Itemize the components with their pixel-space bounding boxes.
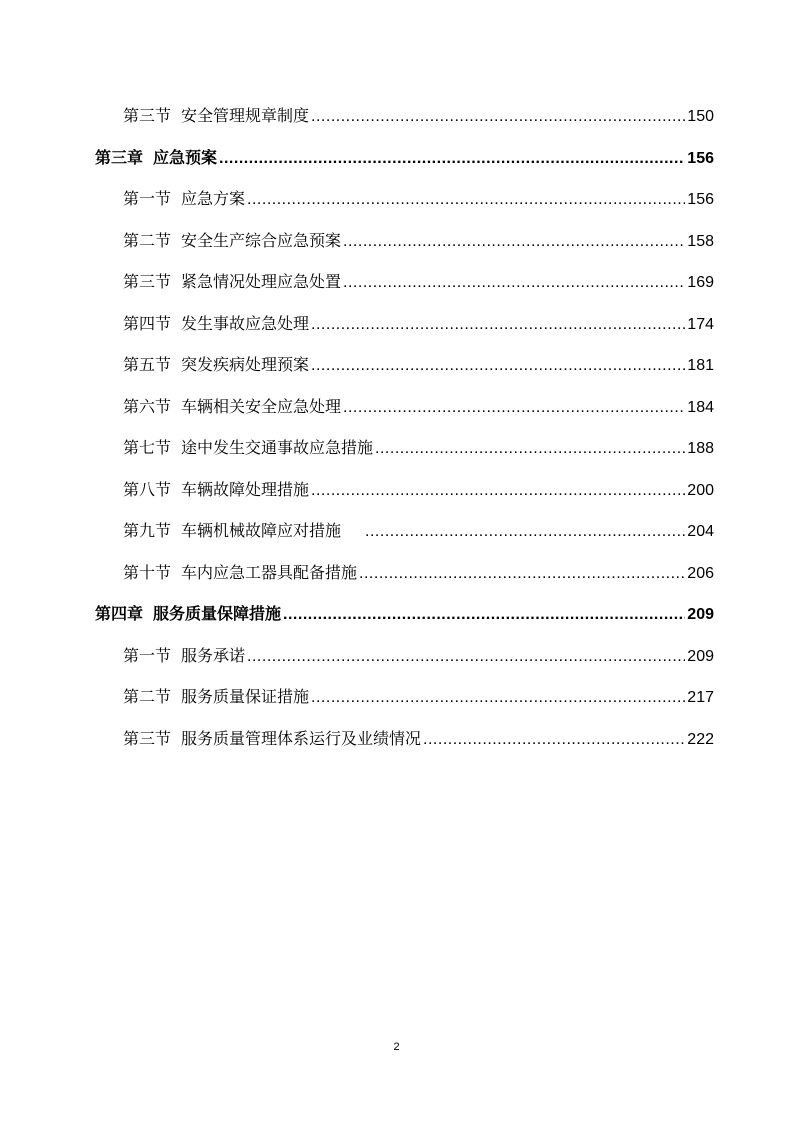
- toc-entry-page: 188: [687, 440, 714, 457]
- toc-entry[interactable]: [95, 392, 714, 434]
- toc-entry-title: 发生事故应急处理: [181, 313, 310, 333]
- toc-dot-leader: [359, 559, 685, 589]
- toc-entry-title: 安全生产综合应急预案: [181, 230, 342, 250]
- toc-dot-leader: [311, 683, 685, 713]
- toc-entry[interactable]: [95, 558, 714, 600]
- toc-entry[interactable]: [95, 101, 714, 143]
- toc-dot-leader: [343, 393, 685, 423]
- toc-entry-title: 服务质量管理体系运行及业绩情况: [181, 728, 422, 748]
- toc-dot-leader: [311, 310, 685, 340]
- toc-entry[interactable]: [95, 309, 714, 351]
- toc-chapter-title: 服务质量保障措施: [153, 604, 282, 623]
- toc-entry-page: 158: [687, 232, 714, 250]
- toc-dot-leader: [311, 102, 685, 132]
- toc-entry-page: 169: [687, 274, 714, 291]
- toc-entry-page: 150: [687, 108, 714, 125]
- toc-chapter-entry[interactable]: [95, 143, 714, 185]
- toc-entry-number: 第二节: [123, 687, 172, 706]
- toc-entry-number: 第三节: [123, 272, 172, 291]
- toc-chapter-page: 209: [687, 606, 714, 623]
- toc-entry-page: 204: [687, 523, 714, 540]
- toc-dot-leader: [343, 227, 685, 257]
- toc-entry-title: 服务承诺: [181, 645, 246, 665]
- toc-entry-number: 第二节: [123, 230, 172, 250]
- toc-entry-number: 第九节: [123, 521, 172, 540]
- toc-entry-page: 156: [687, 191, 714, 208]
- toc-entry-title: 车辆机械故障应对措施: [181, 521, 342, 540]
- toc-dot-leader: [375, 434, 685, 464]
- toc-chapter-number: 第四章: [95, 604, 144, 623]
- toc-entry[interactable]: [95, 682, 714, 724]
- toc-entry-title: 应急方案: [181, 189, 246, 208]
- toc-entry[interactable]: [95, 641, 714, 683]
- toc-dot-leader: [283, 600, 685, 630]
- toc-entry[interactable]: [95, 433, 714, 475]
- toc-entry-number: 第三节: [123, 728, 172, 748]
- toc-entry-title: 车内应急工器具配备措施: [181, 562, 358, 582]
- toc-entry-number: 第四节: [123, 313, 172, 333]
- toc-entry-title: 突发疾病处理预案: [181, 355, 310, 374]
- toc-entry-page: 184: [687, 398, 714, 416]
- toc-entry-page: 200: [687, 481, 714, 499]
- toc-entry-title: 服务质量保证措施: [181, 687, 310, 706]
- toc-entry[interactable]: [95, 724, 714, 766]
- toc-chapter-title: 应急预案: [153, 147, 218, 167]
- toc-entry-number: 第五节: [123, 355, 172, 374]
- table-of-contents: [95, 101, 714, 765]
- toc-dot-leader: [423, 725, 685, 755]
- toc-chapter-entry[interactable]: [95, 599, 714, 641]
- toc-entry-title: 途中发生交通事故应急措施: [181, 438, 374, 457]
- page-number: 2: [393, 1041, 400, 1053]
- toc-entry-number: 第一节: [123, 645, 172, 665]
- toc-entry-page: 222: [687, 730, 714, 748]
- toc-entry-page: 209: [687, 647, 714, 665]
- toc-entry-page: 174: [687, 315, 714, 333]
- toc-entry-number: 第六节: [123, 396, 172, 416]
- toc-entry-title: 紧急情况处理应急处置: [181, 272, 342, 291]
- toc-entry-number: 第三节: [123, 106, 172, 125]
- toc-entry-page: 181: [687, 357, 714, 374]
- toc-dot-leader: [219, 144, 685, 174]
- toc-chapter-page: 156: [687, 149, 714, 167]
- toc-entry[interactable]: [95, 350, 714, 392]
- toc-entry-number: 第十节: [123, 562, 172, 582]
- toc-entry-title: 车辆相关安全应急处理: [181, 396, 342, 416]
- toc-entry-page: 217: [687, 689, 714, 706]
- toc-entry-number: 第一节: [123, 189, 172, 208]
- toc-dot-leader: [343, 268, 685, 298]
- toc-entry[interactable]: [95, 226, 714, 268]
- toc-dot-leader: [365, 517, 685, 547]
- toc-dot-leader: [311, 351, 685, 381]
- toc-entry-page: 206: [687, 564, 714, 582]
- toc-entry-number: 第七节: [123, 438, 172, 457]
- toc-entry-number: 第八节: [123, 479, 172, 499]
- toc-dot-leader: [311, 476, 685, 506]
- toc-entry[interactable]: [95, 184, 714, 226]
- toc-dot-leader: [247, 642, 685, 672]
- toc-entry-title: 安全管理规章制度: [181, 106, 310, 125]
- toc-entry-title: 车辆故障处理措施: [181, 479, 310, 499]
- toc-entry[interactable]: [95, 267, 714, 309]
- toc-dot-leader: [247, 185, 685, 215]
- toc-chapter-number: 第三章: [95, 147, 144, 167]
- toc-entry[interactable]: [95, 475, 714, 517]
- toc-entry[interactable]: [95, 516, 714, 558]
